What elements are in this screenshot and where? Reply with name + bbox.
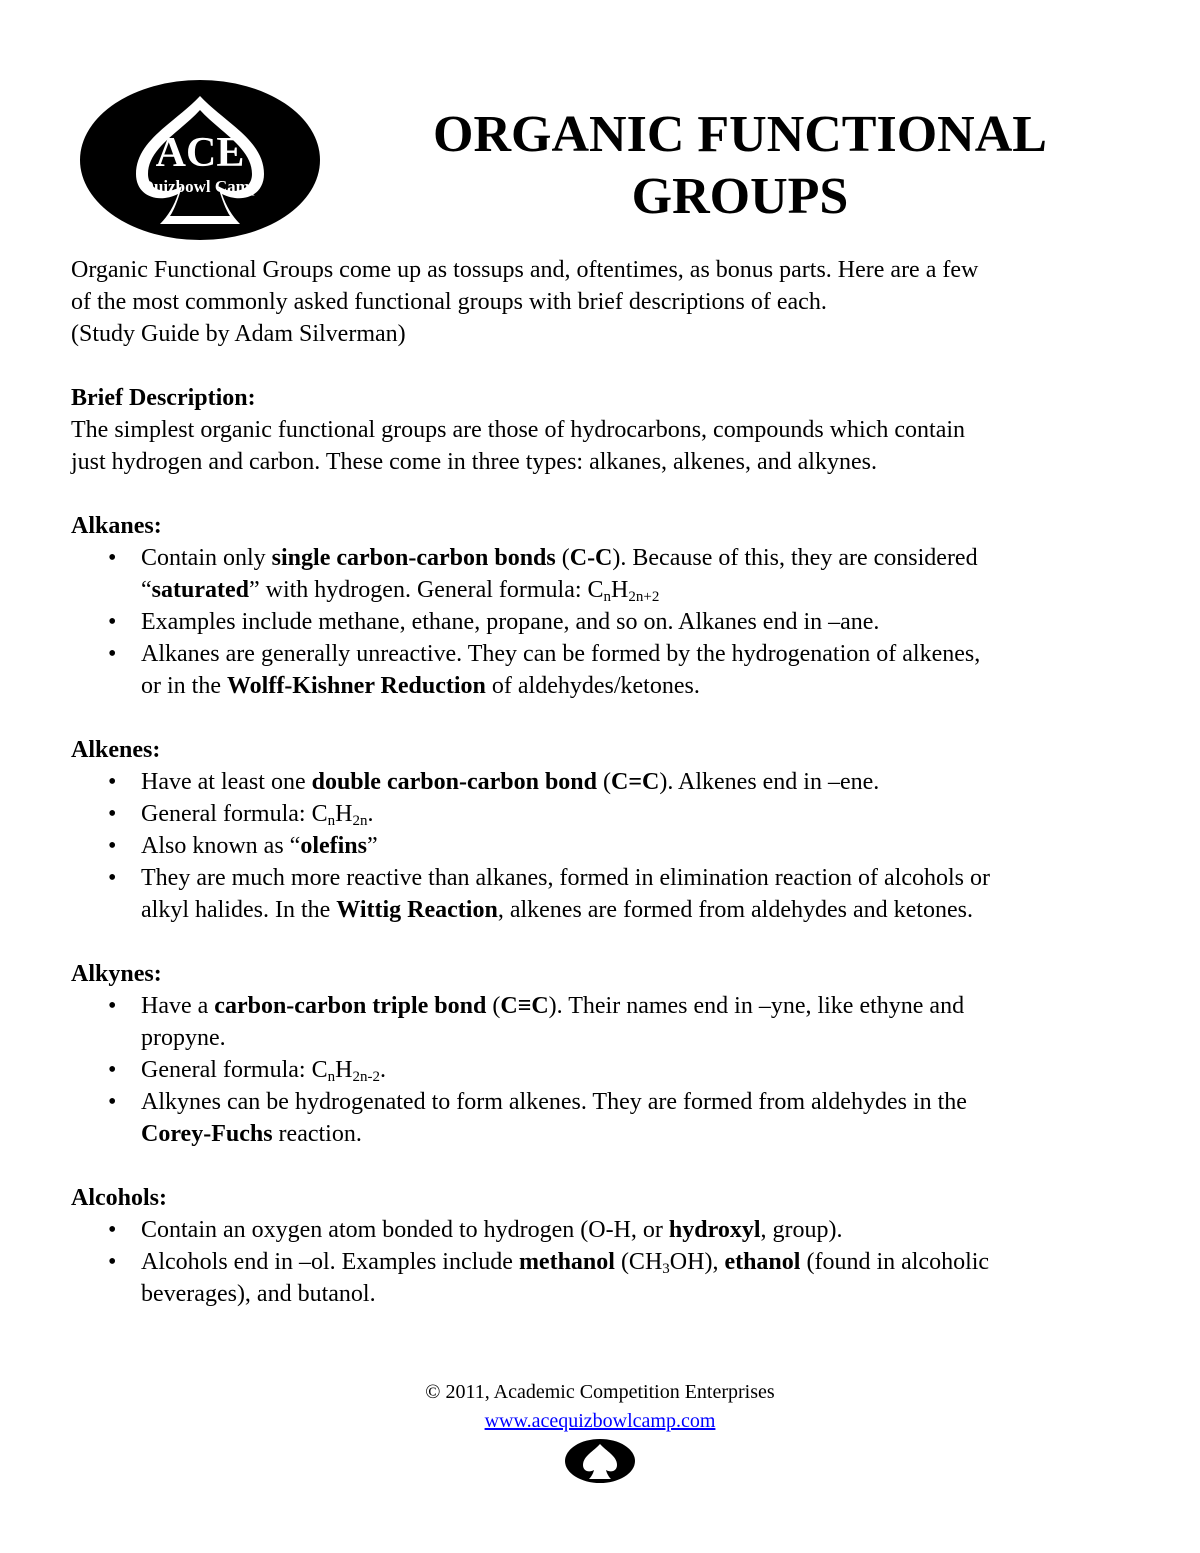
list-item: • General formula: $C_nH_{2n-2}$. xyxy=(141,1054,1131,1086)
list-item: • General formula: $C_nH_{2n}$. xyxy=(141,798,1131,830)
alkynes-list xyxy=(71,990,1131,1150)
alkynes-heading: Alkynes: xyxy=(71,961,162,987)
list-item: • Also known as “olefins” xyxy=(141,830,1131,862)
website-link[interactable]: www.acequizbowlcamp.com xyxy=(484,1410,716,1432)
list-item: • Alkanes are generally unreactive. They can be formed by the hydrogenation of alkenes, or in the Wolff-Kishner Reduction of aldehydes/ketones. xyxy=(141,638,1131,702)
logo-sub-text: Quizbowl Camp xyxy=(140,177,260,196)
alkanes-list xyxy=(71,542,1131,702)
list-item: • Contain an oxygen atom bonded to hydrogen (O-H, or hydroxyl, group). xyxy=(141,1214,1131,1246)
title-line-2: GROUPS xyxy=(631,168,849,225)
copyright-text: © 2011, Academic Competition Enterprises xyxy=(425,1381,775,1403)
brief-line-2: just hydrogen and carbon. These come in three types: alkanes, alkenes, and alkynes. xyxy=(71,449,877,475)
intro-paragraph xyxy=(71,254,1131,350)
alkenes-heading: Alkenes: xyxy=(71,737,161,763)
alkenes-list xyxy=(71,766,1131,926)
list-item: • Alkynes can be hydrogenated to form alkenes. They are formed from aldehydes in the Corey-Fuchs reaction. xyxy=(141,1086,1131,1150)
intro-line-2: of the most commonly asked functional groups with brief descriptions of each. xyxy=(71,289,827,315)
document-body xyxy=(71,254,1131,1310)
list-item: • They are much more reactive than alkanes, formed in elimination reaction of alcohols or alkyl halides. In the Wittig Reaction, alkenes are formed from aldehydes and ketones. xyxy=(141,862,1131,926)
brief-heading: Brief Description: xyxy=(71,385,256,411)
spade-footer-icon xyxy=(564,1438,636,1484)
alkanes-heading: Alkanes: xyxy=(71,513,162,539)
list-item: • Contain only single carbon-carbon bonds (C-C). Because of this, they are considered “saturated” with hydrogen. General formula: $C_nH_{2n+2}$ xyxy=(141,542,1131,606)
footer xyxy=(0,1378,1200,1436)
logo-main-text: ACE xyxy=(155,130,245,176)
brief-paragraph xyxy=(71,414,1131,478)
list-item: • Have a carbon-carbon triple bond (C≡C). Their names end in –yne, like ethyne and propyne. xyxy=(141,990,1131,1054)
list-item: • Alcohols end in –ol. Examples include methanol $(CH_3OH)$, ethanol (found in alcoholic beverages), and butanol. xyxy=(141,1246,1131,1310)
intro-line-1: Organic Functional Groups come up as tossups and, oftentimes, as bonus parts. Here are a few xyxy=(71,257,979,283)
ace-logo xyxy=(78,78,322,242)
list-item: • Examples include methane, ethane, propane, and so on. Alkanes end in –ane. xyxy=(141,606,1131,638)
title-line-1: ORGANIC FUNCTIONAL xyxy=(433,106,1047,163)
intro-credit: (Study Guide by Adam Silverman) xyxy=(71,321,406,347)
list-item: • Have at least one double carbon-carbon bond (C=C). Alkenes end in –ene. xyxy=(141,766,1131,798)
alcohols-heading: Alcohols: xyxy=(71,1185,167,1211)
brief-line-1: The simplest organic functional groups are those of hydrocarbons, compounds which contain xyxy=(71,417,966,443)
page-title xyxy=(390,104,1090,228)
alcohols-list xyxy=(71,1214,1131,1310)
